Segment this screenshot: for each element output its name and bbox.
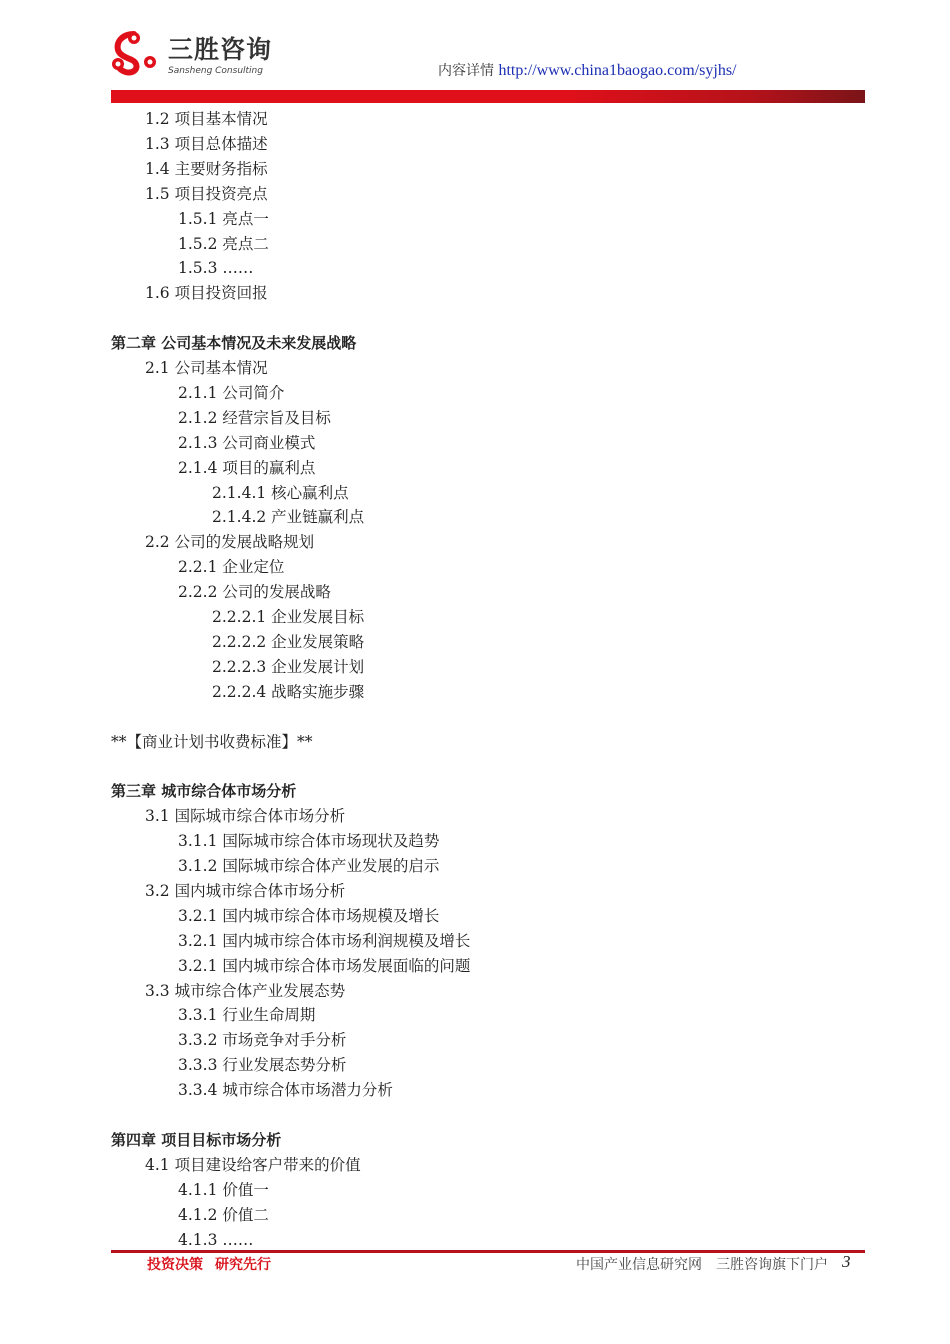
toc-entry: 1.5.1 亮点一 (178, 209, 269, 228)
toc-entry: 3.3 城市综合体产业发展态势 (145, 981, 346, 1000)
toc-entry: 1.4 主要财务指标 (145, 159, 268, 178)
footer-rule (111, 1250, 865, 1253)
header-red-bar (111, 90, 865, 103)
toc-entry: 2.1.3 公司商业模式 (178, 433, 316, 452)
toc-entry: 2.1.4 项目的赢利点 (178, 458, 316, 477)
toc-entry: 3.2.1 国内城市综合体市场规模及增长 (178, 906, 440, 925)
footer-site-name: 中国产业信息研究网 (576, 1257, 702, 1273)
toc-entry: 3.2 国内城市综合体市场分析 (145, 881, 346, 900)
toc-entry: 2.2.2.4 战略实施步骤 (212, 682, 365, 701)
toc-entry: 2.2 公司的发展战略规划 (145, 533, 315, 552)
footer-portal-name: 三胜咨询旗下门户 (716, 1257, 828, 1273)
toc-entry: 4.1 项目建设给客户带来的价值 (145, 1155, 361, 1174)
toc-entry: 3.2.1 国内城市综合体市场利润规模及增长 (178, 931, 471, 950)
chapter-heading: 第三章 城市综合体市场分析 (111, 782, 297, 801)
toc-entry: 4.1.1 价值一 (178, 1180, 269, 1199)
content-detail-link[interactable] (438, 60, 737, 80)
toc-entry: 2.2.2.3 企业发展计划 (212, 657, 365, 676)
link-url[interactable]: http://www.china1baogao.com/syjhs/ (498, 62, 737, 79)
toc-entry: 3.3.1 行业生命周期 (178, 1006, 316, 1025)
toc-entry: 3.1.2 国际城市综合体产业发展的启示 (178, 857, 440, 875)
page-header (0, 0, 950, 104)
sansheng-logo[interactable] (108, 30, 278, 80)
slogan-part-2: 研究先行 (215, 1257, 271, 1273)
toc-entry: 3.3.3 行业发展态势分析 (178, 1056, 347, 1075)
footer-portal (576, 1254, 828, 1274)
logo-subtitle: Sansheng Consulting (168, 66, 263, 76)
toc-entry: 2.2.2.2 企业发展策略 (212, 632, 365, 651)
toc-entry: 3.1.1 国际城市综合体市场现状及趋势 (178, 832, 440, 851)
toc-entry: 4.1.2 价值二 (178, 1205, 269, 1224)
toc-entry: 1.5 项目投资亮点 (145, 184, 268, 203)
toc-entry: 2.1 公司基本情况 (145, 359, 268, 377)
toc-entry: 1.5.3 …… (178, 259, 254, 278)
toc-entry: 3.1 国际城市综合体市场分析 (145, 807, 346, 826)
toc-entry: 1.3 项目总体描述 (145, 134, 268, 153)
toc-entry: 3.3.4 城市综合体市场潜力分析 (178, 1081, 393, 1100)
toc-entry: 1.5.2 亮点二 (178, 234, 269, 253)
toc-entry: 2.2.2.1 企业发展目标 (212, 608, 365, 626)
toc-entry: 3.3.2 市场竞争对手分析 (178, 1031, 347, 1050)
toc-entry: 4.1.3 …… (178, 1230, 254, 1249)
slogan-part-1: 投资决策 (147, 1257, 203, 1273)
toc-entry: 2.1.4.2 产业链赢利点 (212, 508, 365, 527)
logo-name: 三胜咨询 (168, 35, 273, 64)
toc-entry: 2.1.4.1 核心赢利点 (212, 483, 349, 502)
logo-mark-icon (108, 30, 160, 80)
toc-entry: 1.6 项目投资回报 (145, 284, 268, 303)
chapter-heading: 第四章 项目目标市场分析 (111, 1130, 282, 1149)
toc-entry: 2.2.2 公司的发展战略 (178, 583, 331, 602)
footer-slogan (147, 1254, 283, 1274)
toc-entry: 2.1.1 公司简介 (178, 383, 285, 402)
toc-entry: 2.2.1 企业定位 (178, 558, 285, 577)
link-label: 内容详情 (438, 63, 494, 79)
chapter-heading: 第二章 公司基本情况及未来发展战略 (111, 334, 357, 353)
toc-entry: 2.1.2 经营宗旨及目标 (178, 408, 331, 427)
page-number: 3 (842, 1252, 851, 1271)
toc-entry: 3.2.1 国内城市综合体市场发展面临的问题 (178, 956, 471, 975)
toc-entry: **【商业计划书收费标准】** (111, 732, 313, 751)
toc-entry: 1.2 项目基本情况 (145, 110, 268, 128)
